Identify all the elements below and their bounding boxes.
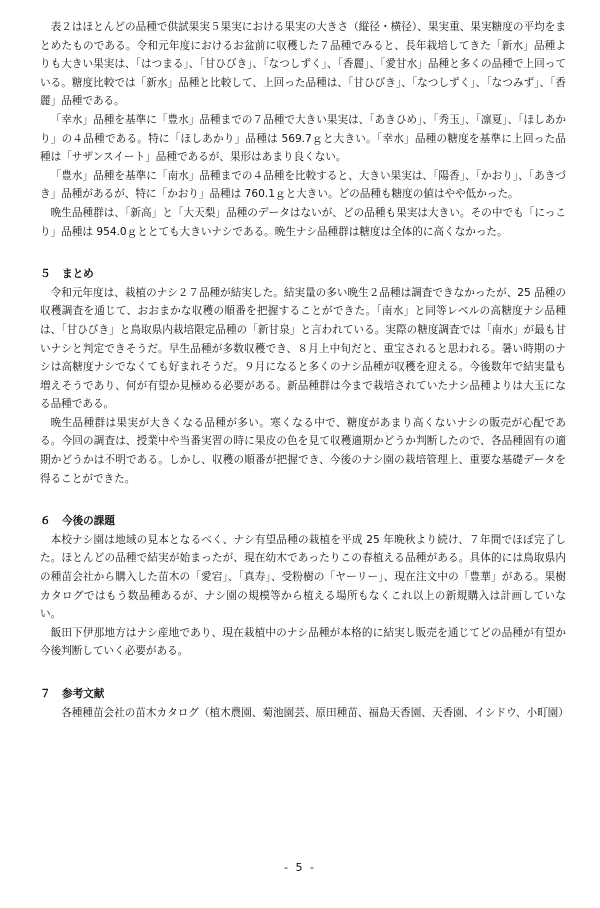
page-number: - 5 - — [284, 861, 316, 874]
body-paragraph: 晩生品種群は果実が大きくなる品種が多い。寒くなる中で、糖度があまり高くないナシの販売が心配である。今回の調査は、授業中や当番実習の時に果皮の色を見て収穫適期かどうか判断したので、各品種固有の適期かどうかは不明である。しかし、収穫の順番が把握でき、今後のナシ園の栽培管理上、重要な基礎データを得ることができた。 — [40, 416, 566, 485]
section-spacer — [40, 488, 566, 498]
section-title: 今後の課題 — [62, 515, 115, 528]
body-paragraph: 本校ナシ園は地域の見本となるべく、ナシ有望品種の栽植を平成 25 年晩秋より続け、７年間でほぼ完了した。ほとんどの品種で結実が始まったが、現在幼木であったりこの春植える品種がある。具体的には鳥取県内の種苗会社から購入した苗木の「愛宕」、「真寿」、受粉樹の「ヤーリー」、現在注文中の「豊華」がある。果樹カタログではもう数品種あるが、ナシ園の規模等から植える場所もなくこれ以上の新規購入は計画していない。 — [40, 533, 566, 621]
section-title: まとめ — [62, 268, 94, 281]
section-heading — [40, 512, 566, 531]
body-paragraph: 「幸水」品種を基準に「豊水」品種までの７品種で大きい果実は、「あきひめ」、「秀玉」、「凛夏」、「ほしあかり」の４品種である。特に「ほしあかり」品種は 569.7ｇと大きい。「幸水」品種の糖度を基準に上回った品種は「サザンスイート」品種であるが、果形はあまり良くない。 — [40, 113, 566, 164]
section-5-summary — [40, 265, 566, 488]
section-4-results — [40, 18, 566, 241]
body-paragraph: 飯田下伊那地方はナシ産地であり、現在栽植中のナシ品種が本格的に結実し販売を通じてどの品種が有望か今後判断していく必要がある。 — [40, 626, 566, 658]
section-heading — [40, 265, 566, 284]
section-number: ７ — [40, 688, 51, 700]
section-number: ６ — [40, 515, 51, 528]
section-spacer — [40, 661, 566, 671]
section-number: ５ — [40, 268, 51, 281]
section-spacer — [40, 241, 566, 251]
document-body — [40, 18, 569, 722]
body-paragraph: 令和元年度は、栽植のナシ２７品種が結実した。結実量の多い晩生２品種は調査できなかったが、25 品種の収穫調査を通じて、おおまかな収穫の順番を把握することができた。「南水」と同等レベルの高糖度ナシ品種は、「甘ひびき」と鳥取県内栽培限定品種の「新甘泉」と言われている。実際の糖度調査では「南水」が最も甘いナシと判定できそうだ。早生品種が多数収穫でき、８月上中旬だと、重宝されると思われる。暑い時期のナシは高糖度ナシでなくても好まれそうだ。９月になると多くのナシ品種が収穫を迎える。今後数年で結実量も増えそうであり、何が有望か見極める必要がある。新品種群は今まで栽培されていたナシ品種よりは大玉になる品種である。 — [40, 286, 566, 411]
section-6-future-issues — [40, 512, 566, 661]
section-title: 参考文献 — [62, 688, 105, 700]
body-paragraph: 表２はほとんどの品種で供試果実５果実における果実の大きさ（縦径・横径）、果実重、果実糖度の平均をまとめたものである。令和元年度におけるお盆前に収穫した７品種でみると、長年栽培してきた「新水」品種よりも大きい果実は、「はつまる」、「甘ひびき」、「なつしずく」、「香麗」、「愛甘水」品種と多くの品種で上回っている。糖度比較では「新水」品種と比較して、上回った品種は、「甘ひびき」、「なつしずく」、「なつみず」、「香麗」品種である。 — [40, 21, 566, 108]
section-7-references — [40, 685, 569, 722]
reference-entry: 各種種苗会社の苗木カタログ（植木農園、菊池園芸、原田種苗、福島天香園、天香園、イシドウ、小町園） — [61, 706, 569, 719]
body-paragraph: 「豊水」品種を基準に「南水」品種までの４品種を比較すると、大きい果実は、「陽香」、「かおり」、「あきづき」品種があるが、特に「かおり」品種は 760.1ｇと大きい。どの品種も糖度の値はやや低かった。 — [40, 169, 566, 201]
body-paragraph: 晩生品種群は、「新高」と「大天梨」品種のデータはないが、どの品種も果実は大きい。その中でも「にっこり」品種は 954.0ｇととても大きいナシである。晩生ナシ品種群は糖度は全体的に高くなかった。 — [40, 206, 566, 238]
section-heading — [40, 685, 566, 704]
